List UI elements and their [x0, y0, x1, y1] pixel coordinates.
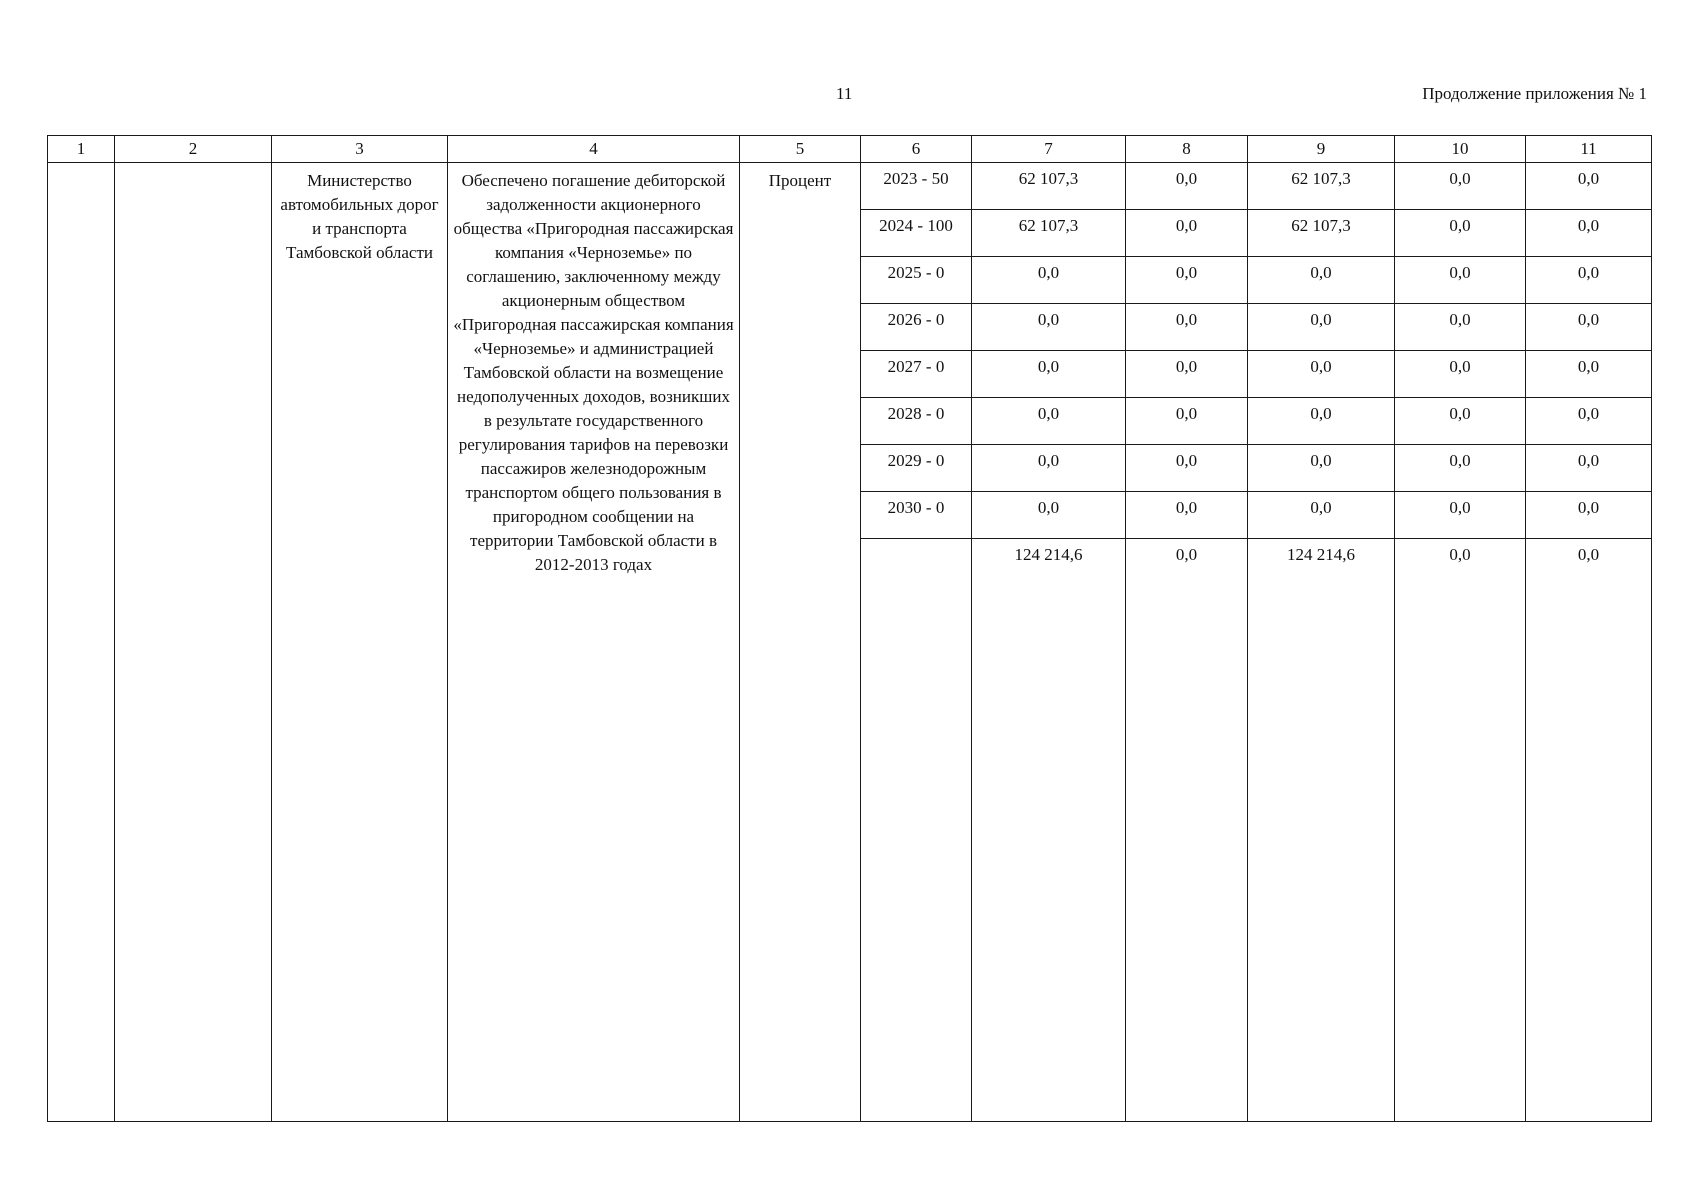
year-subrow: 2029 - 0	[861, 445, 971, 492]
column-number: 5	[740, 136, 861, 163]
cell-unit	[740, 163, 861, 1122]
year-subrow: 62 107,3	[972, 163, 1125, 210]
year-subrow: 2025 - 0	[861, 257, 971, 304]
year-subrow: 0,0	[972, 492, 1125, 539]
year-subrow: 0,0	[1526, 163, 1651, 210]
year-subrow: 0,0	[1395, 398, 1525, 445]
cell-col9	[1248, 163, 1395, 1122]
column-number: 3	[272, 136, 448, 163]
year-subrow: 2028 - 0	[861, 398, 971, 445]
cell-result	[448, 163, 740, 1122]
page-caption: Продолжение приложения № 1	[1422, 84, 1647, 103]
year-subrow: 0,0	[1126, 257, 1247, 304]
unit-text: Процент	[768, 171, 832, 190]
year-subrow: 0,0	[1395, 257, 1525, 304]
cell-col8	[1126, 163, 1248, 1122]
column-number: 6	[861, 136, 972, 163]
total-subrow: 0,0	[1175, 545, 1198, 564]
cell-col11	[1526, 163, 1652, 1122]
col10-stack	[1395, 163, 1525, 1121]
year-subrow: 0,0	[1248, 398, 1394, 445]
cell-col2	[115, 163, 272, 1122]
result-text: Обеспечено погашение дебиторской задолженности акционерного общества «Пригородная пассажирская компания «Черноземье» по соглашению, заключенному между акционерным обществом «Пригородная пассажирская компания «Черноземье» и администрацией Тамбовской области на возмещение недополученных доходов, возникших в результате государственного регулирования тарифов на перевозки пассажиров железнодорожным транспортом общего пользования в пригородном сообщении на территории Тамбовской области в 2012-2013 годах	[453, 171, 734, 574]
year-subrow: 62 107,3	[1248, 163, 1394, 210]
year-subrow: 0,0	[1126, 492, 1247, 539]
cell-responsible	[272, 163, 448, 1122]
cell-col7	[972, 163, 1126, 1122]
year-subrow: 0,0	[1248, 351, 1394, 398]
year-subrow: 0,0	[1395, 163, 1525, 210]
year-stack	[861, 163, 971, 1121]
column-number: 11	[1526, 136, 1652, 163]
cell-years	[861, 163, 972, 1122]
year-subrow: 0,0	[1395, 210, 1525, 257]
year-subrow: 0,0	[1526, 351, 1651, 398]
year-subrow: 0,0	[1248, 257, 1394, 304]
total-subrow: 124 214,6	[1014, 545, 1083, 564]
year-subrow: 0,0	[1126, 304, 1247, 351]
year-subrow: 0,0	[1248, 445, 1394, 492]
column-number: 1	[48, 136, 115, 163]
column-number: 4	[448, 136, 740, 163]
column-number: 9	[1248, 136, 1395, 163]
year-subrow: 0,0	[1126, 163, 1247, 210]
year-subrow: 0,0	[1526, 445, 1651, 492]
column-number-row	[48, 136, 1652, 163]
year-subrow: 0,0	[972, 304, 1125, 351]
year-subrow: 0,0	[1395, 351, 1525, 398]
year-subrow: 0,0	[1248, 492, 1394, 539]
column-number: 8	[1126, 136, 1248, 163]
year-subrow: 0,0	[1126, 210, 1247, 257]
year-subrow: 2027 - 0	[861, 351, 971, 398]
year-subrow: 0,0	[1526, 492, 1651, 539]
year-subrow: 0,0	[1526, 398, 1651, 445]
year-subrow: 2026 - 0	[861, 304, 971, 351]
year-subrow: 0,0	[1395, 445, 1525, 492]
responsible-text: Министерство автомобильных дорог и транспорта Тамбовской области	[280, 171, 439, 262]
year-subrow: 0,0	[1126, 445, 1247, 492]
year-subrow: 0,0	[1526, 210, 1651, 257]
year-subrow: 0,0	[1126, 351, 1247, 398]
year-subrow: 0,0	[1126, 398, 1247, 445]
year-subrow: 0,0	[972, 398, 1125, 445]
year-subrow: 0,0	[1395, 304, 1525, 351]
year-subrow: 0,0	[1395, 492, 1525, 539]
col8-stack	[1126, 163, 1247, 1121]
program-table	[47, 135, 1652, 1122]
table-row	[48, 163, 1652, 1122]
cell-col1	[48, 163, 115, 1122]
year-subrow: 0,0	[1526, 257, 1651, 304]
col7-stack	[972, 163, 1125, 1121]
year-subrow: 62 107,3	[972, 210, 1125, 257]
year-subrow: 0,0	[972, 257, 1125, 304]
year-subrow: 2024 - 100	[861, 210, 971, 257]
cell-col10	[1395, 163, 1526, 1122]
col9-stack	[1248, 163, 1394, 1121]
total-subrow: 0,0	[1577, 545, 1600, 564]
year-subrow: 62 107,3	[1248, 210, 1394, 257]
year-subrow: 2023 - 50	[861, 163, 971, 210]
total-subrow	[861, 539, 971, 1121]
year-subrow: 2030 - 0	[861, 492, 971, 539]
column-number: 10	[1395, 136, 1526, 163]
total-subrow: 124 214,6	[1287, 545, 1355, 564]
column-number: 2	[115, 136, 272, 163]
year-subrow: 0,0	[1526, 304, 1651, 351]
year-subrow: 0,0	[972, 351, 1125, 398]
year-subrow: 0,0	[1248, 304, 1394, 351]
column-number: 7	[972, 136, 1126, 163]
col11-stack	[1526, 163, 1651, 1121]
page-number: 11	[836, 84, 853, 103]
year-subrow: 0,0	[972, 445, 1125, 492]
total-subrow: 0,0	[1449, 545, 1471, 564]
